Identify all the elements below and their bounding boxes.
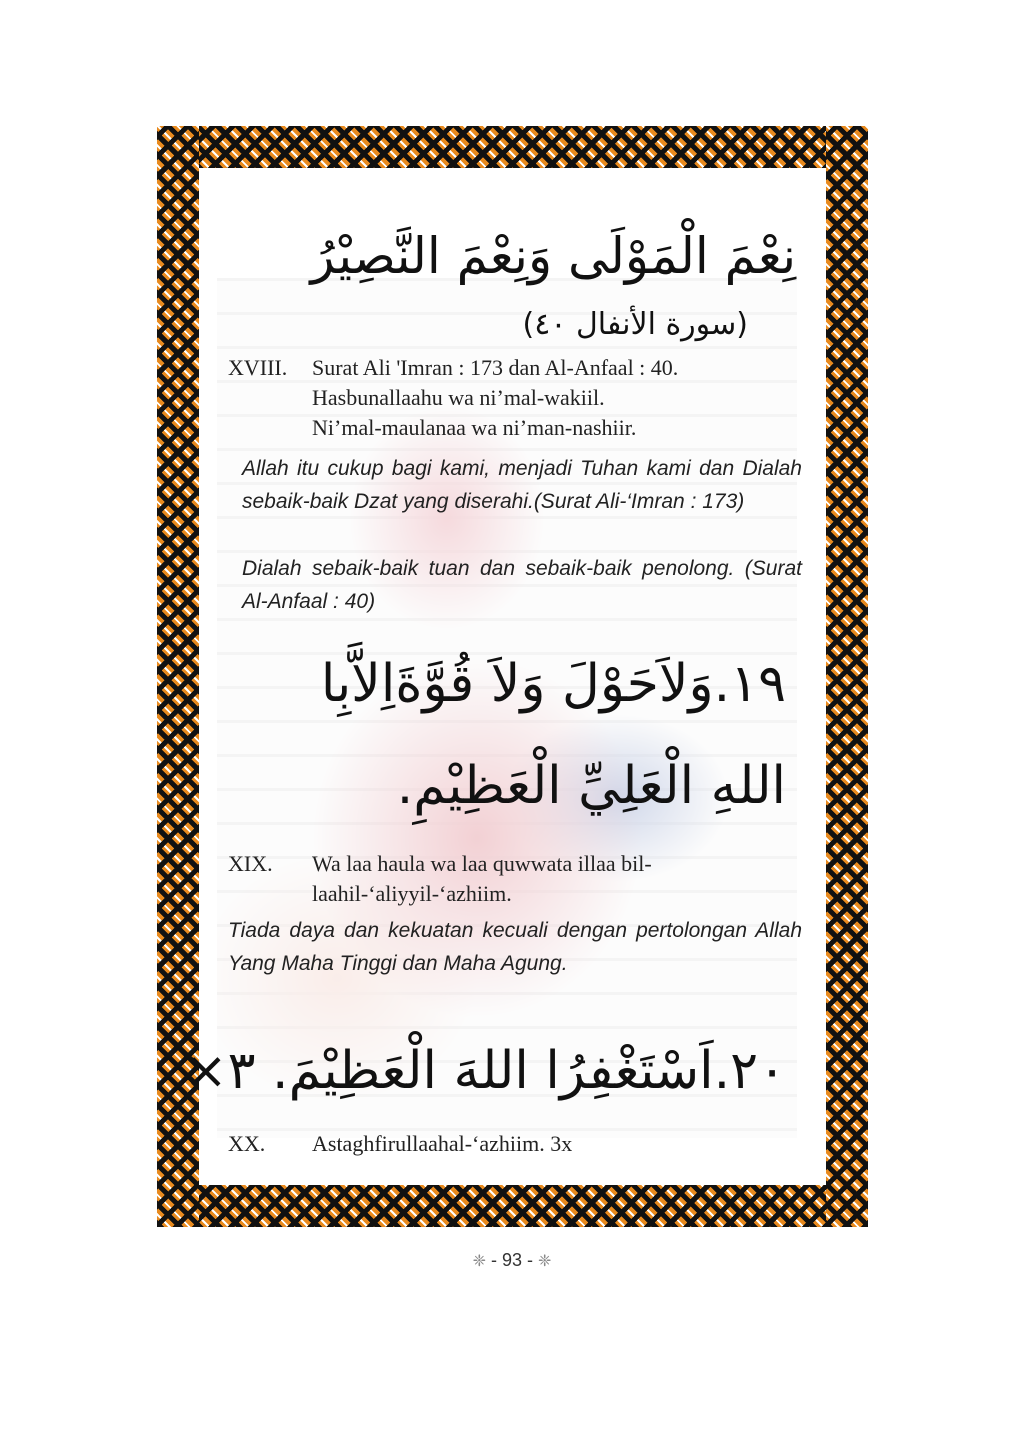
item-20-line: Astaghfirullaahal-‘azhiim. 3x [312,1131,573,1156]
item-19-line-1: Wa laa haula wa laa quwwata illaa bil- [312,851,652,876]
item-20 [228,1130,808,1160]
arabic-verse-20: ٢٠.اَسْتَغْفِرُا اللهَ الْعَظِيْمَ. ٣× [184,1041,786,1101]
arabic-verse-1: نِعْمَ الْمَوْلَى وَنِعْمَ النَّصِيْرُ [310,227,796,285]
content-area [184,168,826,1185]
page-frame [157,126,868,1227]
item-18-translation-2: Dialah sebaik-baik tuan dan sebaik-baik penolong. (Surat Al-Anfaal : 40) [242,557,802,613]
item-20-numeral: XX. [228,1131,266,1156]
ornamental-border-top [157,126,868,168]
item-19 [228,850,808,910]
left-ornament-icon: ❈ [472,1253,486,1270]
ornamental-border-bottom [157,1185,868,1227]
page-number: - 93 - [490,1250,533,1270]
item-19-numeral: XIX. [228,851,273,876]
arabic-verse-19-line-2: اللهِ الْعَلِيِّ الْعَظِيْمِ. [396,756,786,816]
item-18-line-1: Surat Ali 'Imran : 173 dan Al-Anfaal : 40. [312,355,679,380]
ornamental-border-right [826,126,868,1227]
page-footer [0,1250,1024,1271]
right-ornament-icon: ❈ [538,1253,552,1270]
item-18-numeral: XVIII. [228,355,288,380]
item-18-translation-1: Allah itu cukup bagi kami, menjadi Tuhan kami dan Dialah sebaik-baik Dzat yang diserahi.(Surat Ali-‘Imran : 173) [242,457,802,513]
arabic-verse-19-line-1: ١٩.وَلاَحَوْلَ وَلاَ قُوَّةَاِلاَّبِا [320,654,786,714]
item-18 [228,354,808,444]
item-19-translation: Tiada daya dan kekuatan kecuali dengan pertolongan Allah Yang Maha Tinggi dan Maha Agung. [228,919,802,975]
item-19-line-2: laahil-‘aliyyil-‘azhiim. [312,881,512,906]
item-18-line-3: Ni’mal-maulanaa wa ni’man-nashiir. [312,415,637,440]
item-18-line-2: Hasbunallaahu wa ni’mal-wakiil. [312,385,605,410]
arabic-surah-reference: (سورة الأنفال ٤٠) [522,307,748,342]
